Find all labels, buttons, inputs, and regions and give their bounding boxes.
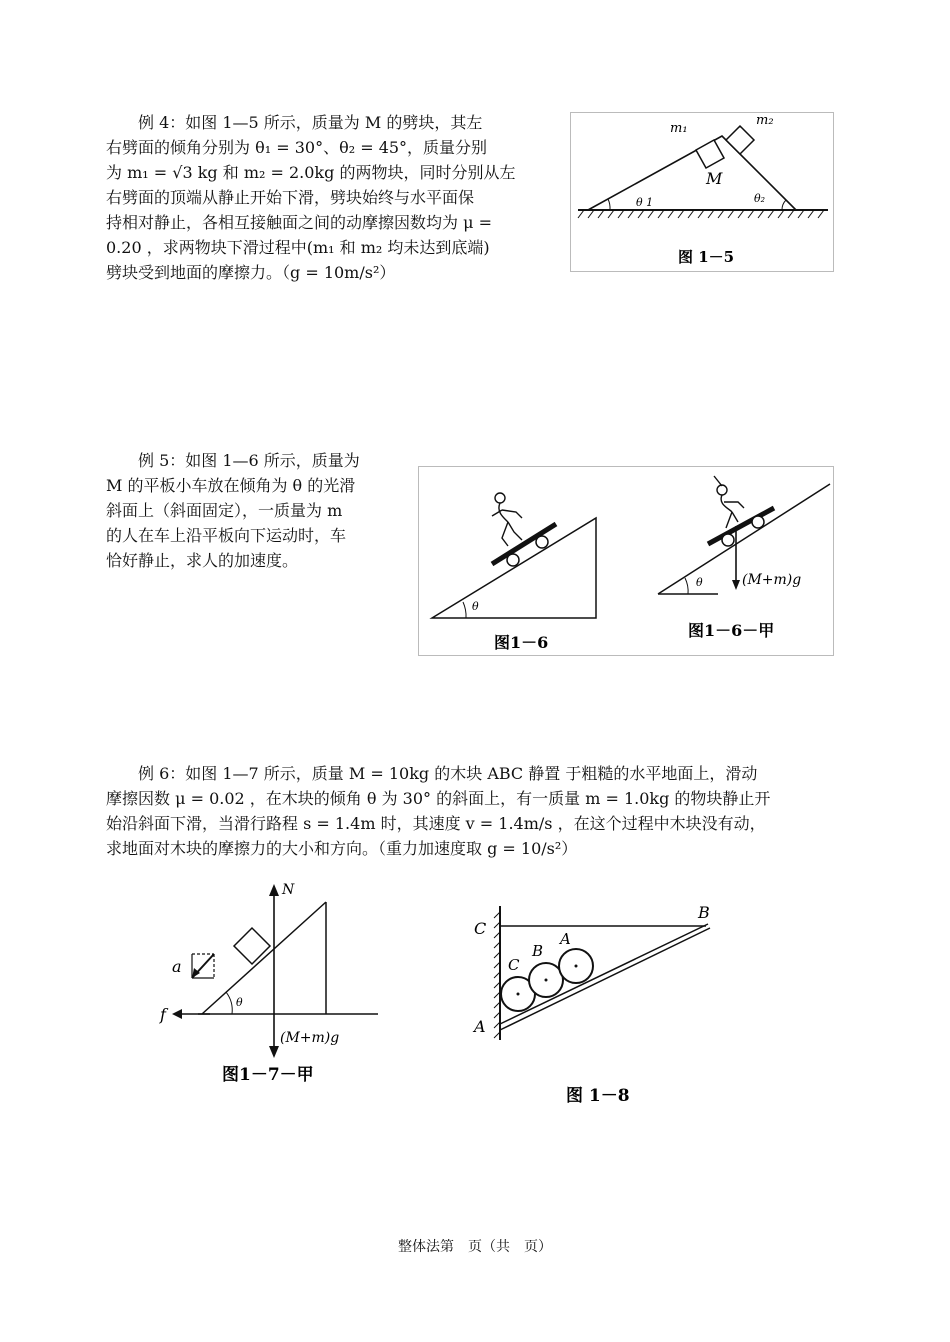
figure-1-8 [466,900,726,1110]
ex4-line: 劈块受到地面的摩擦力。（g = 10m/s²） [106,263,396,282]
label-theta2: θ₂ [754,192,766,205]
label-theta-left: θ [472,600,479,613]
figure-1-6 [418,466,834,656]
ex4-line: 例 4：如图 1—5 所示，质量为 M 的劈块，其左 [106,113,483,132]
ex4-line: 0.20 ，求两物块下滑过程中(m₁ 和 m₂ 均未达到底端) [106,238,490,257]
label-m1: m₁ [670,121,688,136]
ex4-line: 为 m₁ = √3 kg 和 m₂ = 2.0kg 的两物块，同时分别从左 [106,163,516,182]
page-footer: 整体法第 页（共 页） [398,1239,552,1255]
caption-1-5: 图 1－5 [678,248,735,266]
ex5-line: 恰好静止，求人的加速度。 [106,551,299,570]
label-N: N [282,882,295,898]
caption-1-6-jia: 图1－6－甲 [688,621,775,640]
figure-1-7-jia [152,876,392,1096]
ex5-line: 斜面上（斜面固定），一质量为 m [106,501,343,520]
ex4-line: 持相对静止，各相互接触面之间的动摩擦因数均为 μ = [106,213,492,232]
label-ball-B: B [532,942,544,960]
ex4-line: 右劈面的倾角分别为 θ₁ = 30°、θ₂ = 45°，质量分别 [106,138,488,157]
label-m2: m₂ [756,113,774,128]
label-force-17: (M+m)g [280,1030,340,1046]
ex6-line: 例 6：如图 1—7 所示，质量 M = 10kg 的木块 ABC 静置 于粗糙的水平地面上，滑动 [106,764,758,783]
example-5-text [106,448,396,573]
label-C-wall: C [474,919,487,938]
label-a: a [172,957,182,976]
ex4-line: 右劈面的顶端从静止开始下滑，劈块始终与水平面保 [106,188,475,207]
label-ball-C: C [508,956,520,974]
label-theta-right: θ [696,576,703,589]
figure-1-5 [570,112,834,272]
label-A-bottom: A [474,1017,486,1036]
example-4-text [106,110,551,285]
label-force-16: (M+m)g [742,572,802,588]
caption-1-6: 图1－6 [494,633,549,652]
ex5-line: M 的平板小车放在倾角为 θ 的光滑 [106,476,356,495]
label-B-end: B [698,903,710,922]
ex5-line: 的人在车上沿平板向下运动时，车 [106,526,347,545]
caption-1-8: 图 1－8 [566,1086,630,1106]
label-ball-A: A [560,930,571,948]
example-6-text [106,761,866,861]
label-M: M [706,169,723,188]
ex5-line: 例 5：如图 1—6 所示，质量为 [106,451,360,470]
caption-1-7-jia: 图1－7－甲 [222,1065,314,1085]
label-theta-17: θ [236,996,243,1009]
ex6-line: 求地面对木块的摩擦力的大小和方向。（重力加速度取 g = 10/s²） [106,839,578,858]
label-f: f [160,1005,166,1024]
ex6-line: 始沿斜面下滑，当滑行路程 s = 1.4m 时，其速度 v = 1.4m/s ，在这个过程中木块没有动， [106,814,766,833]
ex6-line: 摩擦因数 μ = 0.02 ，在木块的倾角 θ 为 30° 的斜面上，有一质量 m = 1.0kg 的物块静止开 [106,789,771,808]
label-theta1: θ 1 [636,196,654,209]
